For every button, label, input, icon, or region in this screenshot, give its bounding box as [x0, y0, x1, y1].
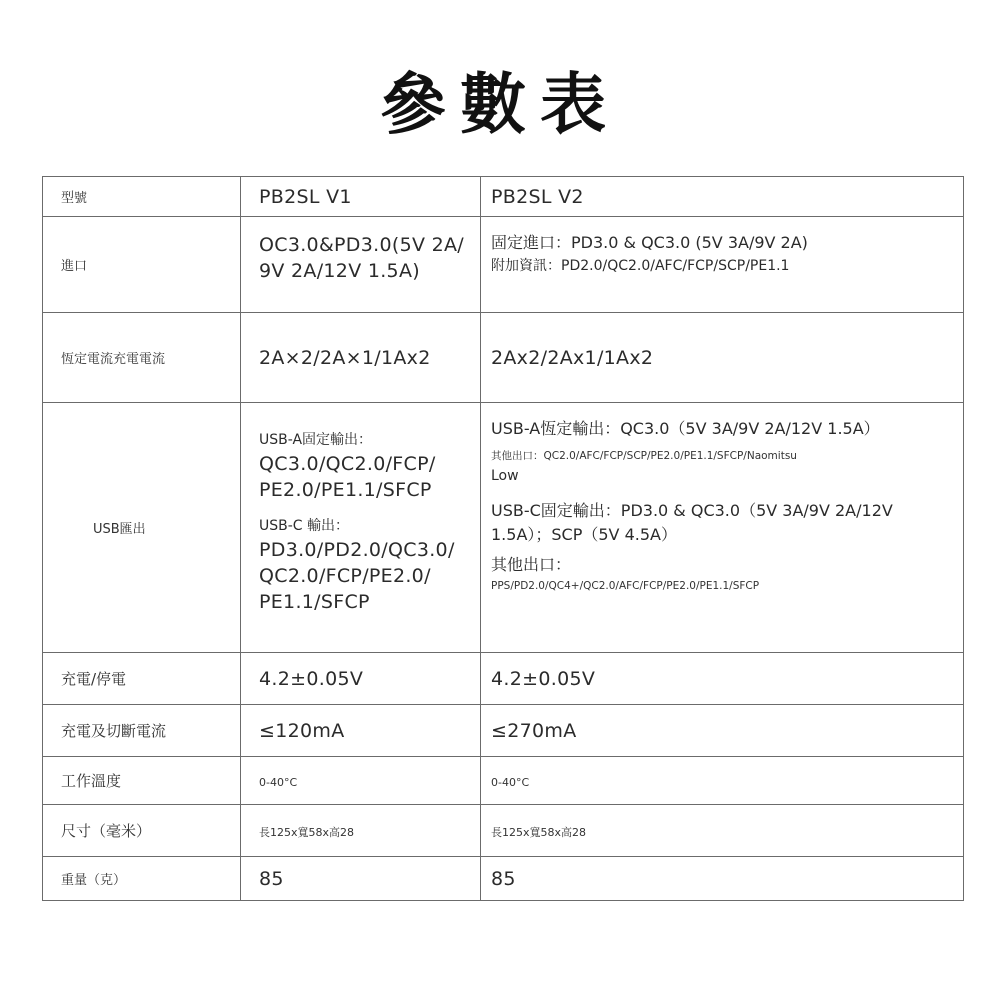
label-constant-current-text: 恆定電流充電電流: [61, 352, 166, 367]
label-size: [43, 805, 241, 857]
table-row-weight: [43, 857, 964, 901]
label-temperature-text: 工作溫度: [61, 772, 122, 790]
usb-a-other-v2: 其他出口：QC2.0/AFC/FCP/SCP/PE2.0/PE1.1/SFCP/Naomitsu: [491, 450, 797, 462]
charge-cutoff-v2-text: 4.2±0.05V: [491, 667, 596, 690]
label-weight-text: 重量（克）: [61, 873, 127, 888]
table-row-temperature: [43, 757, 964, 805]
table-row-input: [43, 217, 964, 313]
label-temperature: [43, 757, 241, 805]
label-model-text: 型號: [61, 191, 88, 206]
cell-temperature-v1: [241, 757, 481, 805]
usb-c-value-v1: PD3.0/PD2.0/QC3.0/ QC2.0/FCP/PE2.0/ PE1.1/SFCP: [259, 539, 455, 613]
label-constant-current: [43, 313, 241, 403]
size-v1-text: 長125x寬58x高28: [259, 826, 355, 839]
usb-a-title-v1: USB-A固定輸出：: [259, 432, 373, 448]
label-input-text: 進口: [61, 259, 88, 274]
table-row-constant-current: [43, 313, 964, 403]
usb-a-value-v1: QC3.0/QC2.0/FCP/ PE2.0/PE1.1/SFCP: [259, 453, 436, 501]
input-v2-line2: 附加資訊：PD2.0/QC2.0/AFC/FCP/SCP/PE1.1: [491, 258, 790, 274]
usb-c-other-title-v2: 其他出口：: [491, 555, 572, 574]
cell-usb-output-v2: [481, 403, 964, 653]
weight-v1-text: 85: [259, 867, 284, 890]
label-cutoff-current: [43, 705, 241, 757]
label-model: [43, 177, 241, 217]
cutoff-current-v1-text: ≤120mA: [259, 719, 345, 742]
cell-usb-output-v1: [241, 403, 481, 653]
constant-current-v2-text: 2Ax2/2Ax1/1Ax2: [491, 346, 654, 369]
cell-model-v1: [241, 177, 481, 217]
spec-table: [42, 176, 964, 901]
usb-c-title-v1: USB-C 輸出：: [259, 518, 350, 534]
cell-size-v2: [481, 805, 964, 857]
cell-charge-cutoff-v2: [481, 653, 964, 705]
cell-constant-current-v1: [241, 313, 481, 403]
cell-weight-v2: [481, 857, 964, 901]
weight-v2-text: 85: [491, 867, 516, 890]
temperature-v1-text: 0-40°C: [259, 776, 298, 789]
input-v2-line1: 固定進口：PD3.0 & QC3.0 (5V 3A/9V 2A): [491, 233, 808, 252]
model-v2-text: PB2SL V2: [491, 185, 584, 208]
table-row-cutoff-current: [43, 705, 964, 757]
cell-cutoff-current-v2: [481, 705, 964, 757]
cell-size-v1: [241, 805, 481, 857]
label-input: [43, 217, 241, 313]
usb-c-other-value-v2: PPS/PD2.0/QC4+/QC2.0/AFC/FCP/PE2.0/PE1.1/SFCP: [491, 580, 760, 592]
cell-model-v2: [481, 177, 964, 217]
usb-a-title-v2: USB-A恆定輸出：QC3.0（5V 3A/9V 2A/12V 1.5A）: [491, 419, 880, 438]
cell-temperature-v2: [481, 757, 964, 805]
table-row-usb-output: [43, 403, 964, 653]
label-cutoff-current-text: 充電及切斷電流: [61, 722, 167, 740]
label-charge-cutoff: [43, 653, 241, 705]
label-usb-output-text: USB匯出: [93, 522, 146, 537]
cell-weight-v1: [241, 857, 481, 901]
cell-input-v1: [241, 217, 481, 313]
cell-input-v2: [481, 217, 964, 313]
size-v2-text: 長125x寬58x高28: [491, 826, 587, 839]
table-row-charge-cutoff: [43, 653, 964, 705]
label-size-text: 尺寸（毫米）: [61, 822, 152, 840]
page-title: 參數表: [380, 66, 620, 143]
temperature-v2-text: 0-40°C: [491, 776, 530, 789]
usb-c-title-v2: USB-C固定輸出：PD3.0 & QC3.0（5V 3A/9V 2A/12V 1.5A）；SCP（5V 4.5A）: [491, 501, 893, 544]
input-v1-text: OC3.0&PD3.0(5V 2A/ 9V 2A/12V 1.5A): [259, 233, 464, 282]
label-usb-output: [43, 403, 241, 653]
cell-cutoff-current-v1: [241, 705, 481, 757]
charge-cutoff-v1-text: 4.2±0.05V: [259, 667, 364, 690]
label-charge-cutoff-text: 充電/停電: [61, 670, 127, 688]
model-v1-text: PB2SL V1: [259, 185, 352, 208]
cell-constant-current-v2: [481, 313, 964, 403]
cell-charge-cutoff-v1: [241, 653, 481, 705]
cutoff-current-v2-text: ≤270mA: [491, 719, 577, 742]
label-weight: [43, 857, 241, 901]
table-row-model: [43, 177, 964, 217]
usb-a-low-v2: Low: [491, 468, 519, 484]
table-row-size: [43, 805, 964, 857]
constant-current-v1-text: 2A×2/2A×1/1Ax2: [259, 346, 431, 369]
